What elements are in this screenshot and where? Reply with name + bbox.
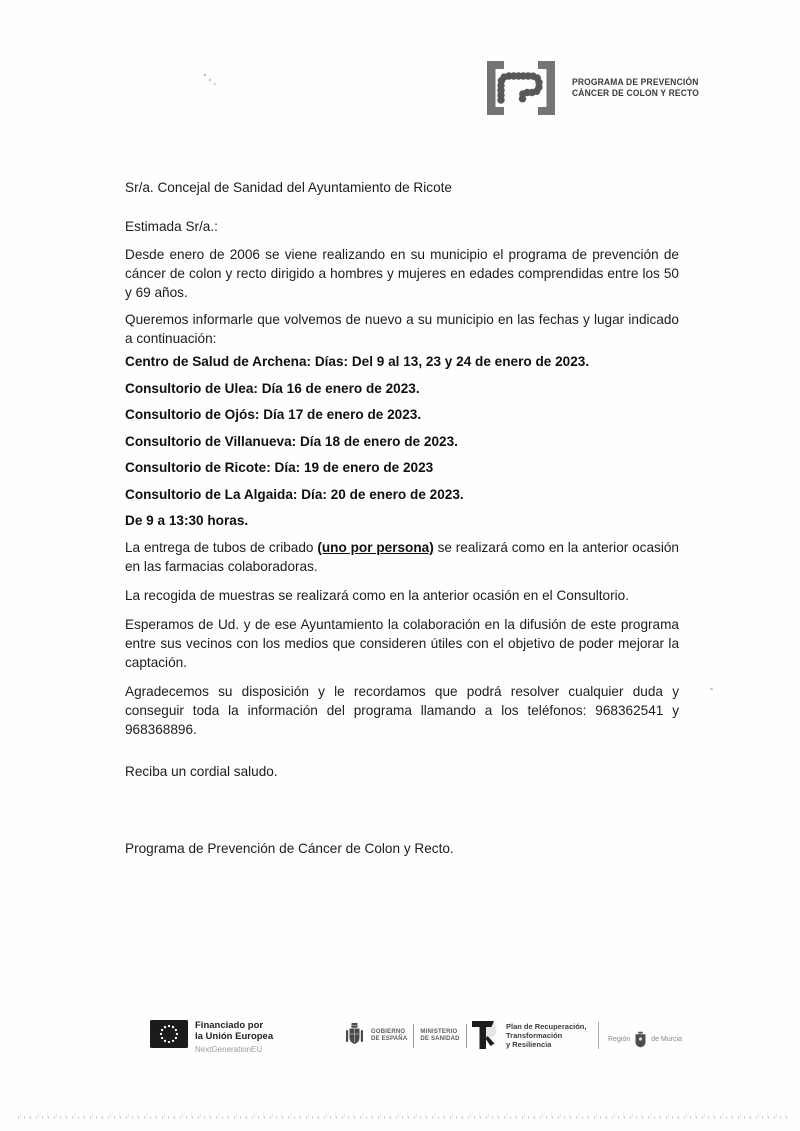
paragraph-intro2: Queremos informarle que volvemos de nuevo a su municipio en las fechas y lugar indicado a continuación: [125,312,679,346]
footer-divider [413,1024,414,1048]
program-logo-block [479,57,707,119]
paragraph-collaboration: Esperamos de Ud. y de ese Ayuntamiento la colaboración en la difusión de este programa entre sus vecinos con los medios que consideren útiles con el objetivo de poder mejorar la captación. [125,616,679,670]
schedule-line: Consultorio de Ojós: Día 17 de enero de 2023. [125,407,422,422]
eu-funding-line3: NextGenerationEU [195,1045,263,1054]
murcia-shield-icon [634,1031,647,1048]
government-label [371,1029,407,1043]
recovery-plan-tr-icon [470,1019,499,1051]
scan-smudge [203,72,219,88]
program-title-line1: PROGRAMA DE PREVENCIÓN [572,76,699,87]
salutation: Estimada Sr/a.: [125,219,218,234]
scan-noise-line [18,1113,788,1119]
eu-funding-line2: la Unión Europea [195,1031,274,1042]
eu-funding-line1: Financiado por [195,1020,264,1031]
plan-line3: y Resiliencia [506,1039,552,1049]
letter-body [125,178,679,858]
eu-funding-text [195,1020,273,1055]
murcia-block [608,1031,682,1048]
eu-funding-block [150,1020,273,1055]
closing-line: Reciba un cordial saludo. [125,763,278,779]
recipient-line: Sr/a. Concejal de Sanidad del Ayuntamiento de Ricote [125,180,452,195]
schedule-line: Consultorio de Villanueva: Día 18 de enero de 2023. [125,433,458,449]
schedule-line: Consultorio de Ricote: Día: 19 de enero de 2023 [125,460,434,475]
schedule-line: Consultorio de Ulea: Día 16 de enero de 2023. [125,380,420,396]
paragraph-samples: La recogida de muestras se realizará como en la anterior ocasión en el Consultorio. [125,587,629,603]
ministry-label [420,1029,459,1043]
murcia-label-pre: Región [608,1035,631,1043]
paragraph-intro1: Desde enero de 2006 se viene realizando en su municipio el programa de prevención de cáncer de colon y recto dirigido a hombres y mujeres en edades comprendidas entre los 50 y 69 años. [125,247,679,300]
plan-line2: Transformación [506,1030,563,1040]
paragraph-tubes [125,538,679,576]
scan-speck [710,688,713,690]
ministry-line1: MINISTERIO [420,1028,458,1035]
government-block [344,1022,467,1049]
tubes-emphasis: (uno por persona) [317,539,434,555]
tubes-text-before: La entrega de tubos de cribado [125,539,318,555]
recovery-plan-block [470,1019,586,1051]
schedule-line: Centro de Salud de Archena: Días: Del 9 al 13, 23 y 24 de enero de 2023. [125,354,590,369]
program-title-line2: CÁNCER DE COLON Y RECTO [572,88,700,98]
program-logo-text [572,77,707,100]
footer-divider [466,1024,467,1048]
tubes-text-after: se realizará como en la anterior ocasión en las farmacias colaboradoras. [125,539,679,574]
signature-line: Programa de Prevención de Cáncer de Colon y Recto. [125,840,454,856]
schedule-line: Consultorio de La Algaida: Día: 20 de enero de 2023. [125,486,464,502]
government-line2: DE ESPAÑA [371,1035,408,1042]
colon-brackets-logo-icon [479,57,563,119]
government-line1: GOBIERNO [371,1028,406,1035]
eu-flag-icon [150,1020,188,1048]
murcia-label-post: de Murcia [651,1035,682,1043]
recovery-plan-text [506,1022,586,1049]
schedule-hours-line: De 9 a 13:30 horas. [125,513,249,528]
spain-coat-of-arms-icon [344,1022,365,1049]
plan-line1: Plan de Recuperación, [506,1021,587,1031]
paragraph-contact: Agradecemos su disposición y le recordamos que podrá resolver cualquier duda y conseguir toda la información del programa llamando a los teléfonos: 968362541 y 968368896. [125,683,679,737]
ministry-line2: DE SANIDAD [420,1035,460,1042]
footer-divider [598,1022,599,1049]
